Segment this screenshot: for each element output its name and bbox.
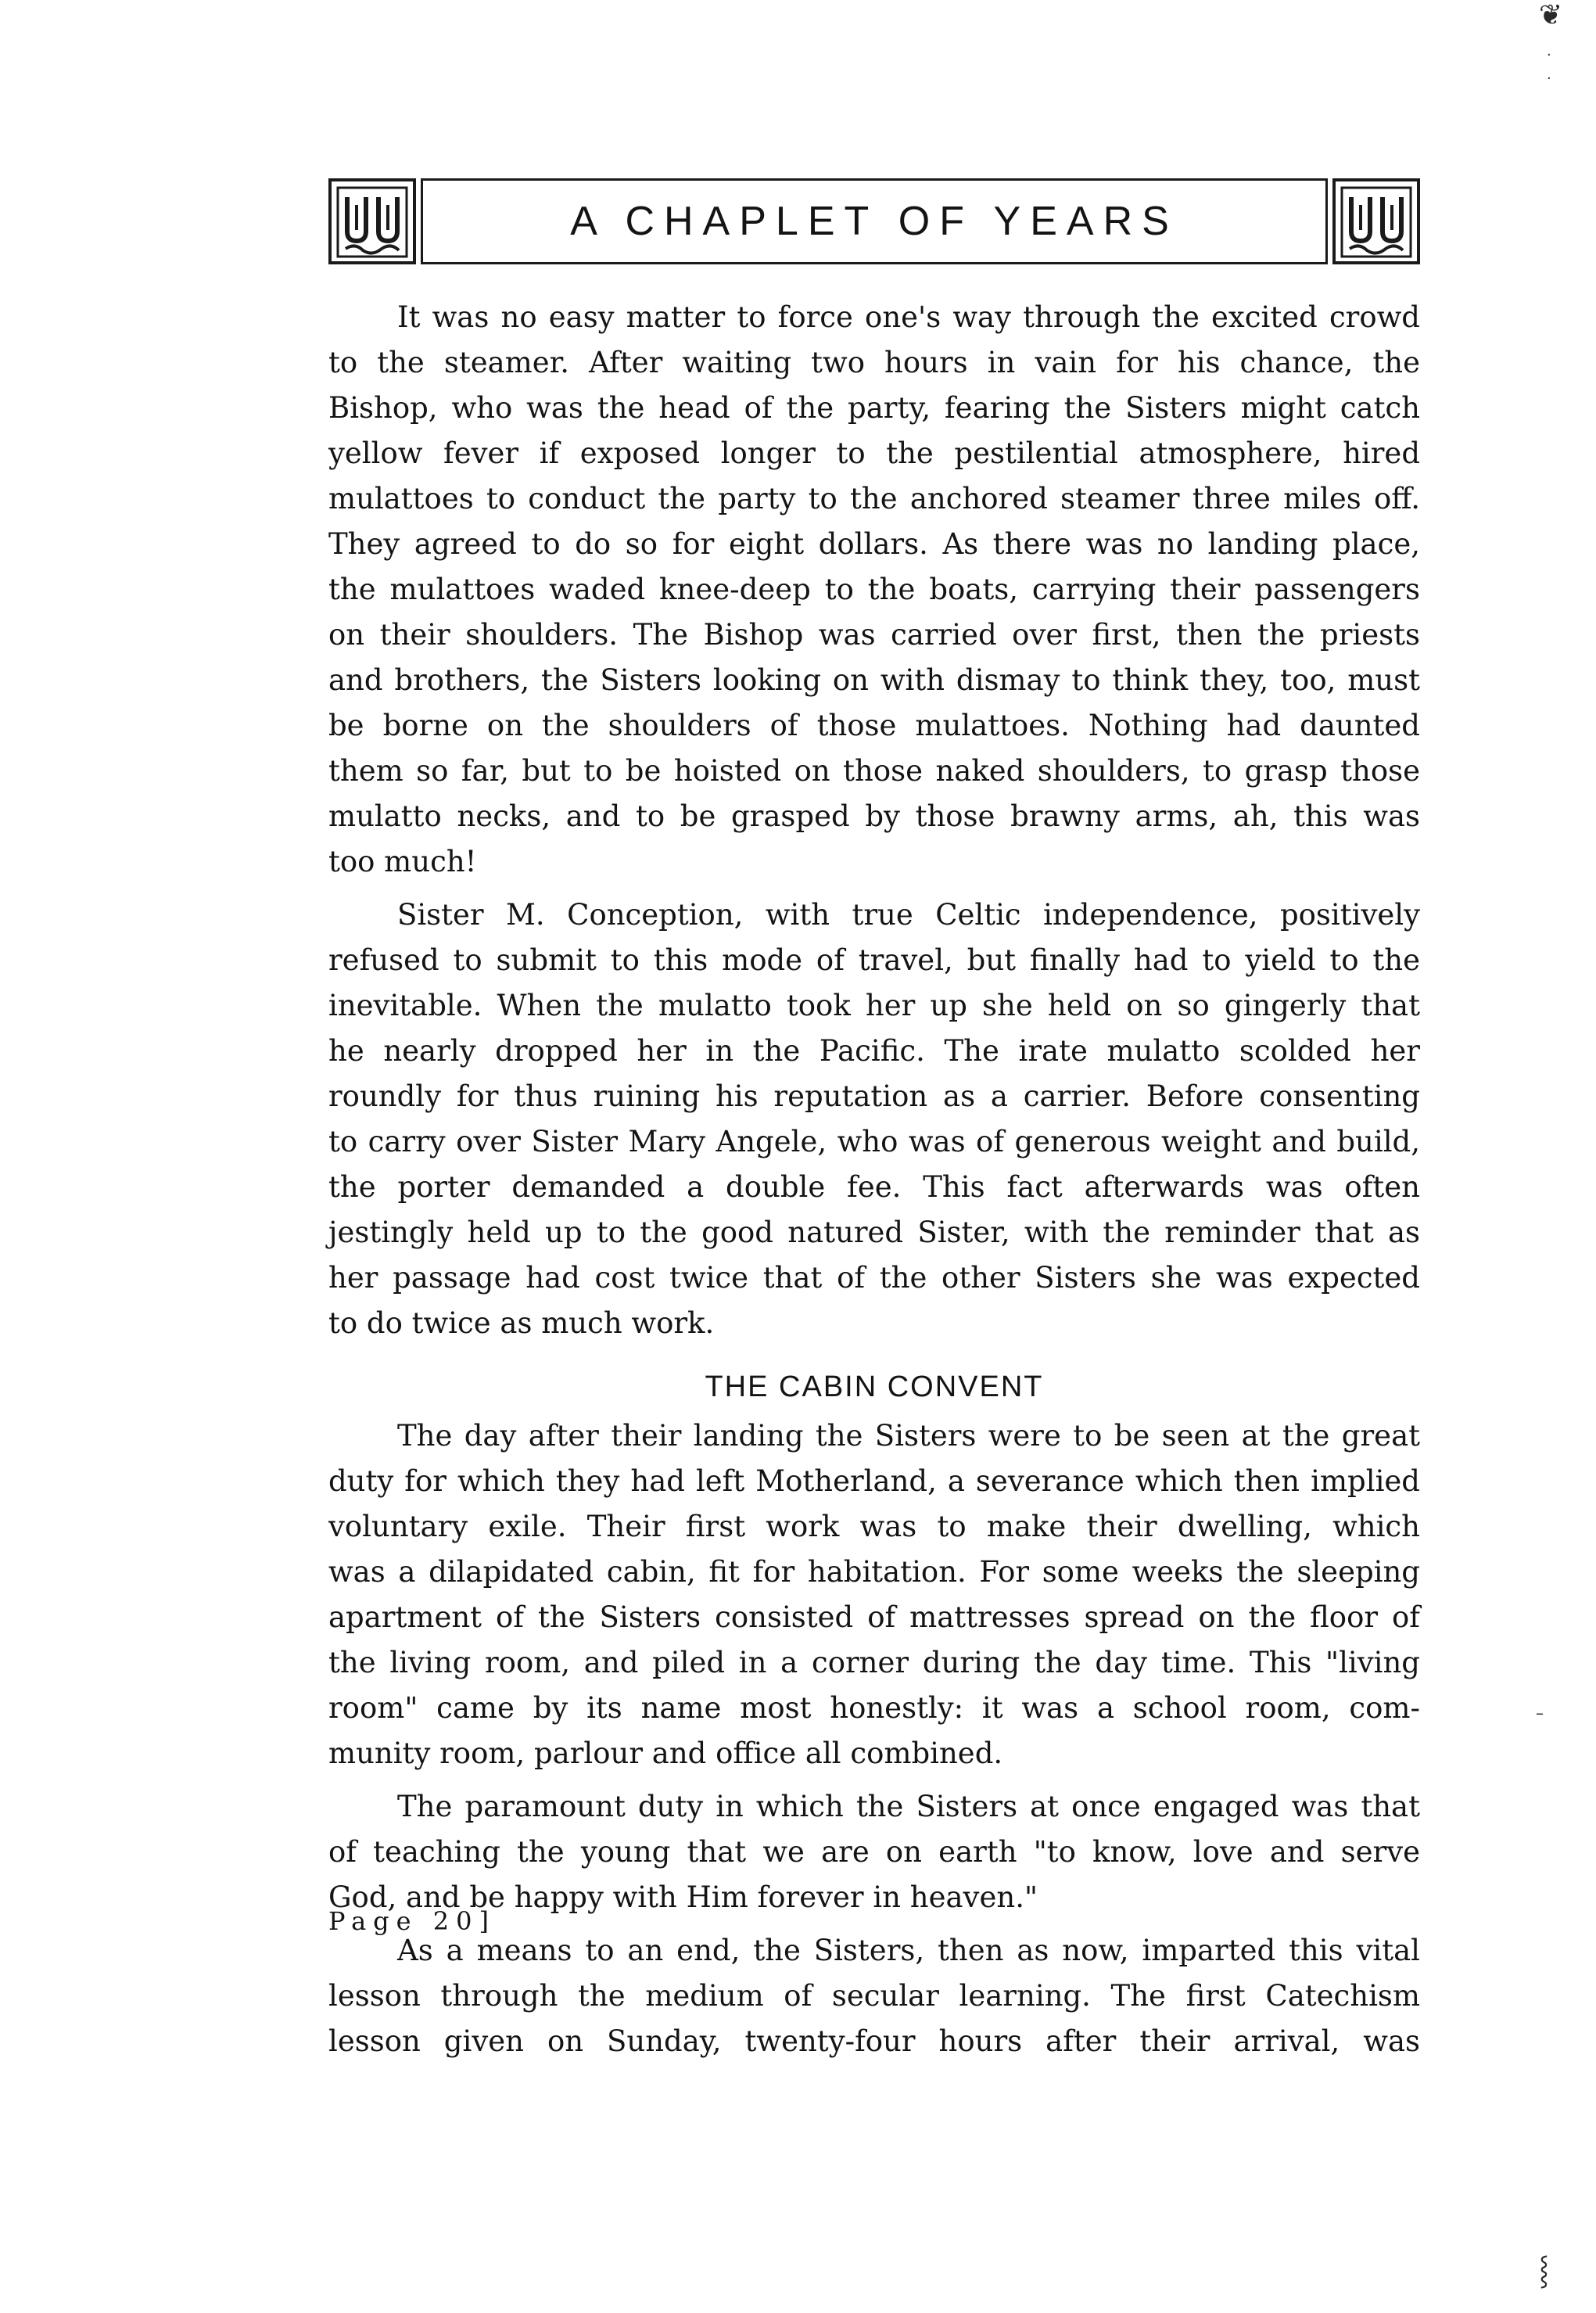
text-line: the mulattoes waded knee-deep to the boats, carrying their passengers bbox=[328, 573, 1420, 606]
text-line: roundly for thus ruining his reputation as a carrier. Before consenting bbox=[328, 1079, 1420, 1113]
text-line: munity room, parlour and office all combined. bbox=[328, 1737, 1003, 1770]
body-text bbox=[328, 295, 1420, 2064]
margin-speck-icon: · bbox=[1547, 47, 1551, 63]
text-line: The day after their landing the Sisters were to be seen at the great bbox=[397, 1419, 1420, 1453]
running-title: A CHAPLET OF YEARS bbox=[570, 199, 1178, 244]
text-line: room" came by its name most honestly: it was a school room, com- bbox=[328, 1691, 1420, 1725]
paragraph bbox=[328, 893, 1420, 1346]
margin-speck-icon: – bbox=[1536, 1704, 1544, 1722]
text-line: of teaching the young that we are on earth "to know, love and serve bbox=[328, 1835, 1420, 1869]
text-line: voluntary exile. Their first work was to make their dwelling, which bbox=[328, 1510, 1420, 1543]
text-line: was a dilapidated cabin, fit for habitation. For some weeks the sleeping bbox=[328, 1555, 1420, 1589]
text-line: her passage had cost twice that of the other Sisters she was expected bbox=[328, 1261, 1420, 1295]
margin-mark-icon: ❦ bbox=[1539, 0, 1563, 31]
text-line: inevitable. When the mulatto took her up she held on so gingerly that bbox=[328, 989, 1420, 1022]
text-line: God, and be happy with Him forever in heaven." bbox=[328, 1880, 1038, 1914]
text-line: Sister M. Conception, with true Celtic independence, positively bbox=[397, 898, 1420, 932]
text-line: Bishop, who was the head of the party, fearing the Sisters might catch bbox=[328, 391, 1420, 425]
paragraph bbox=[328, 1784, 1420, 1920]
text-line: mulatto necks, and to be grasped by those brawny arms, ah, this was bbox=[328, 799, 1420, 833]
text-line: to the steamer. After waiting two hours in vain for his chance, the bbox=[328, 346, 1420, 379]
text-line: The paramount duty in which the Sisters at once engaged was that bbox=[397, 1790, 1420, 1823]
text-line: It was no easy matter to force one's way through the excited crowd bbox=[397, 300, 1420, 334]
paragraph bbox=[328, 1413, 1420, 1776]
monogram-ornament-icon bbox=[1332, 178, 1420, 264]
text-line: them so far, but to be hoisted on those naked shoulders, to grasp those bbox=[328, 754, 1420, 788]
paragraph bbox=[328, 1928, 1420, 2064]
text-line: lesson through the medium of secular learning. The first Catechism bbox=[328, 1979, 1420, 2013]
text-line: As a means to an end, the Sisters, then as now, imparted this vital bbox=[397, 1934, 1420, 1967]
margin-mark-icon: ⸾ bbox=[1539, 2254, 1549, 2286]
text-line: be borne on the shoulders of those mulattoes. Nothing had daunted bbox=[328, 709, 1420, 742]
text-line: to do twice as much work. bbox=[328, 1306, 715, 1340]
text-line: lesson given on Sunday, twenty-four hours after their arrival, was bbox=[328, 2024, 1420, 2058]
text-line: duty for which they had left Motherland, a severance which then implied bbox=[328, 1464, 1420, 1498]
text-line: refused to submit to this mode of travel, but finally had to yield to the bbox=[328, 943, 1420, 977]
running-header bbox=[328, 178, 1420, 264]
text-line: and brothers, the Sisters looking on with dismay to think they, too, must bbox=[328, 663, 1420, 697]
section-heading: THE CABIN CONVENT bbox=[705, 1370, 1044, 1403]
text-line: the living room, and piled in a corner during the day time. This "living bbox=[328, 1646, 1420, 1679]
text-line: to carry over Sister Mary Angele, who was of generous weight and build, bbox=[328, 1125, 1420, 1158]
text-line: the porter demanded a double fee. This fact afterwards was often bbox=[328, 1170, 1420, 1204]
text-line: he nearly dropped her in the Pacific. The irate mulatto scolded her bbox=[328, 1034, 1420, 1068]
text-line: too much! bbox=[328, 845, 477, 878]
text-line: jestingly held up to the good natured Sister, with the reminder that as bbox=[328, 1216, 1420, 1249]
monogram-ornament-icon bbox=[328, 178, 416, 264]
paragraph bbox=[328, 295, 1420, 885]
text-line: They agreed to do so for eight dollars. As there was no landing place, bbox=[328, 527, 1420, 561]
margin-speck-icon: · bbox=[1547, 70, 1551, 87]
text-line: on their shoulders. The Bishop was carried over first, then the priests bbox=[328, 618, 1420, 652]
page-number: Page 20] bbox=[328, 1906, 496, 1936]
text-line: yellow fever if exposed longer to the pestilential atmosphere, hired bbox=[328, 436, 1420, 470]
text-line: mulattoes to conduct the party to the anchored steamer three miles off. bbox=[328, 482, 1420, 515]
header-divider bbox=[1325, 178, 1328, 264]
text-line: apartment of the Sisters consisted of mattresses spread on the floor of bbox=[328, 1600, 1420, 1634]
